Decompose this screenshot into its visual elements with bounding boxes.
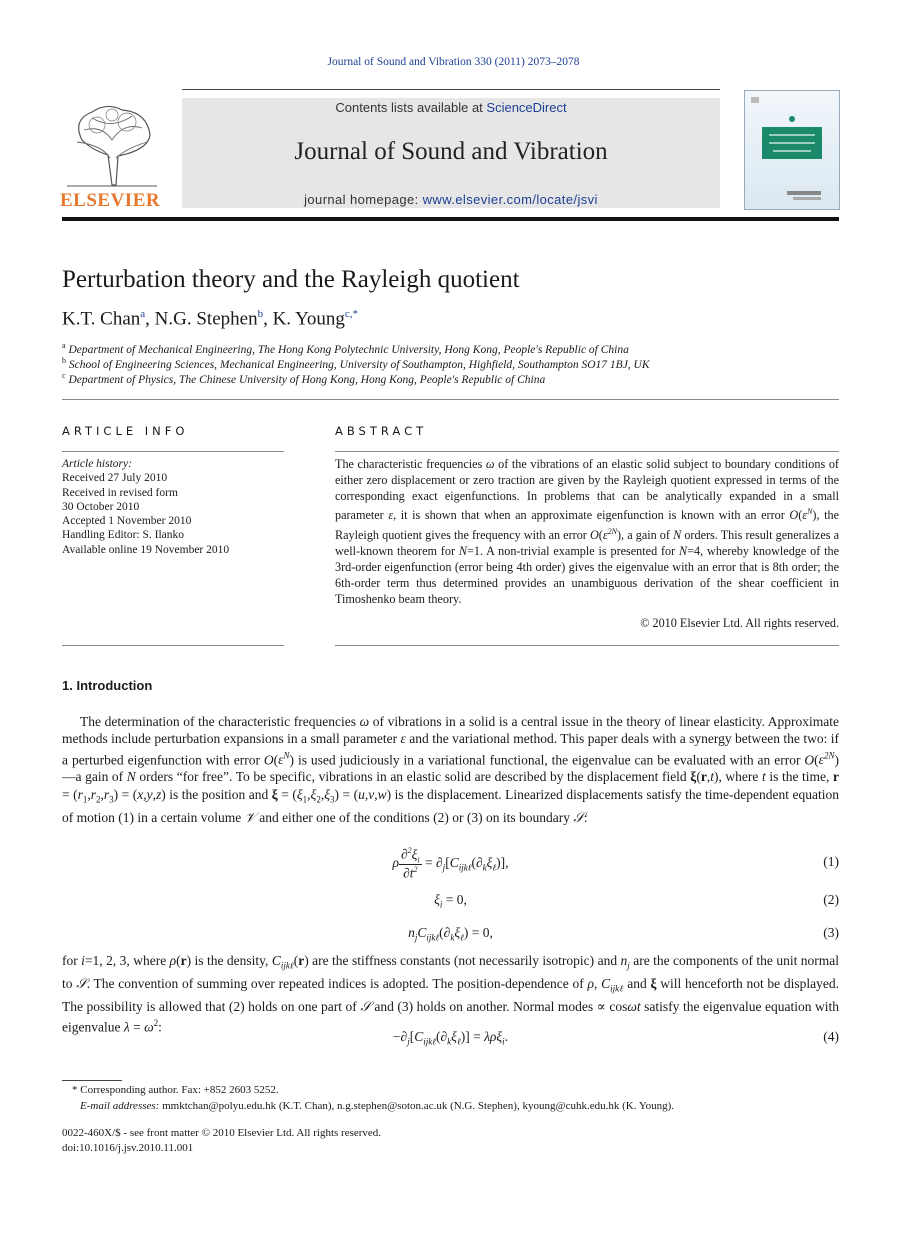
corresponding-author-note: * Corresponding author. Fax: +852 2603 5252. (72, 1084, 279, 1096)
article-info-bottom-rule (62, 645, 284, 646)
equation-number: (3) (823, 925, 839, 940)
section-title: 1. Introduction (62, 678, 153, 693)
affiliation-mark: a (62, 341, 66, 350)
cover-art (745, 91, 839, 209)
history-line: Received 27 July 2010 (62, 472, 168, 485)
abstract-text: The characteristic frequencies ω of the vibrations of an elastic solid subject to boundary conditions of either zero displacement or zero traction are given by the Rayleigh quotient expressed in terms of the corresponding exact eigenfunctions. In problems that can be analytically expanded in a small parameter ε, it is shown that when an approximate eigenfunction is known with an error $O(\varepsilon^N)$, the Rayleigh quotient gives the frequency with an error $O(\varepsilon^{2N})$, a gain of N orders. This result generalizes a well-known theorem for N=1. A non-trivial example is presented for N=4, whereby knowledge of the 3rd-order eigenfunction (error being 4th order) gives the eigenvalue with an error that is 8th order; the 6th-order term thus determined provides an unambiguous derivation of the shear coefficient in Timoshenko beam theory. (335, 457, 840, 606)
footnote-rule (62, 1080, 122, 1081)
author-mark[interactable]: a (140, 308, 146, 320)
equation-number: (2) (823, 892, 839, 907)
body-paragraph: for i=1, 2, 3, where ρ(r) is the density, $C_{ijk\ell}(r)$ are the stiffness constants (not necessarily isotropic) and $n_j$ are the components of the unit normal to 𝒮. The convention of summing over repeated indices is adopted. The position-dependence of ρ, $C_{ijk\ell}$ and ξ will henceforth not be displayed. The possibility is allowed that (2) holds on one part of 𝒮 and (3) holds on another. Normal modes ∝ cosωt satisfy the eigenvalue equation with eigenvalue $\lambda = \omega^2$: (62, 953, 840, 1035)
affiliation-text: Department of Physics, The Chinese University of Hong Kong, Hong Kong, People's Republic of China (68, 373, 546, 386)
masthead-thick-rule (62, 217, 839, 221)
elsevier-wordmark: ELSEVIER (60, 190, 161, 211)
abstract-heading: ABSTRACT (335, 424, 428, 438)
contents-line (182, 100, 720, 115)
equation-body: ρ $\frac{\partial^2\xi_i}{\partial t^2}$ = $\partial_j[C_{ijk\ell}(\partial_k\xi_\ell)]$, (392, 846, 509, 881)
author-name: N.G. Stephen (154, 308, 258, 330)
fraction: $\frac{\partial^2\xi_i}{\partial t^2}$ (400, 846, 420, 881)
affiliation-mark: c (62, 371, 66, 380)
intro-paragraph: The determination of the characteristic frequencies ω of vibrations in a solid is a central issue in the theory of linear elasticity. Approximate methods include perturbation expansions in a small parameter ε and the variational method. This paper deals with a synergy between the two: if a perturbed eigenfunction with error $O(\varepsilon^N)$ is used judiciously in a variational functional, the eigenvalue can be evaluated with an error $O(\varepsilon^{2N})—a$ gain of N orders “for free”. To be specific, vibrations in an elastic solid are described by the displacement field ξ(r,t), where t is the time, $r = (r_1,r_2,r_3) = (x,y,z)$ is the position and $\xi = (\xi_1,\xi_2,\xi_3) = (u,v,w)$ is the displacement. Linearized displacements satisfy the time-dependent equation of motion (1) in a certain volume 𝒱 and either one of the conditions (2) or (3) on its boundary 𝒮: (62, 714, 840, 825)
email-addresses[interactable]: mmktchan@polyu.edu.hk (K.T. Chan), n.g.stephen@soton.ac.uk (N.G. Stephen), kyoung@cuhk.edu.hk (K. Young). (159, 1100, 675, 1112)
history-line: Received in revised form (62, 486, 178, 499)
author-name: K.T. Chan (62, 308, 141, 330)
equation-body: $-\partial_j[C_{ijk\ell}(\partial_k\xi_\ell)] = \lambda\rho\xi_i$. (392, 1029, 509, 1047)
affiliation (62, 371, 545, 386)
author-mark[interactable]: c,* (344, 308, 359, 320)
journal-reference[interactable]: Journal of Sound and Vibration 330 (2011) 2073–2078 (327, 56, 580, 68)
equation-number: (4) (823, 1029, 839, 1044)
contents-prefix: Contents lists available at (335, 100, 487, 115)
affiliation (62, 356, 650, 371)
abstract-bottom-rule (335, 645, 839, 646)
homepage-line (182, 192, 720, 207)
history-line: Available online 19 November 2010 (62, 543, 230, 556)
homepage-link[interactable]: www.elsevier.com/locate/jsvi (422, 192, 598, 207)
affiliation-text: Department of Mechanical Engineering, The Hong Kong Polytechnic University, Hong Kong, People's Republic of China (68, 343, 629, 356)
equation (62, 846, 839, 880)
abstract-rule (335, 451, 839, 452)
affiliation-divider (62, 399, 839, 400)
author-list: K.T. Chan$^a$, N.G. Stephen$^b$, K. Young$^{c,*}$ (62, 308, 359, 330)
email-label: E-mail addresses: (80, 1100, 160, 1112)
header-top-rule (182, 89, 720, 90)
author-name: K. Young (272, 308, 345, 330)
history-line: Accepted 1 November 2010 (62, 515, 192, 528)
equation-body: $n_jC_{ijk\ell}(\partial_k\xi_\ell) = 0$, (408, 925, 493, 943)
homepage-prefix: journal homepage: (304, 192, 423, 207)
email-note (80, 1100, 674, 1112)
equation-body: $\xi_i = 0$, (434, 892, 467, 910)
author-mark[interactable]: b (257, 308, 264, 320)
doi-line[interactable]: doi:10.1016/j.jsv.2010.11.001 (62, 1142, 194, 1154)
journal-cover-thumbnail (744, 90, 840, 210)
equation (62, 892, 839, 910)
affiliation (62, 341, 629, 356)
history-label: Article history: (62, 458, 132, 470)
article-info-rule (62, 451, 284, 452)
abstract-copyright: © 2010 Elsevier Ltd. All rights reserved. (640, 616, 839, 630)
affiliation-text: School of Engineering Sciences, Mechanical Engineering, University of Southampton, Highfield, Southampton SO17 1BJ, UK (68, 358, 650, 371)
article-info-heading: ARTICLE INFO (62, 424, 189, 438)
history-line: 30 October 2010 (62, 500, 140, 513)
sciencedirect-link[interactable]: ScienceDirect (486, 100, 567, 115)
equation (62, 925, 839, 943)
affiliation-mark: b (62, 356, 66, 365)
history-line: Handling Editor: S. Ilanko (62, 529, 185, 542)
equation-number: (1) (823, 854, 839, 869)
issn-line: 0022-460X/$ - see front matter © 2010 Elsevier Ltd. All rights reserved. (62, 1127, 382, 1139)
paper-title: Perturbation theory and the Rayleigh quotient (62, 266, 520, 293)
journal-title: Journal of Sound and Vibration (294, 138, 608, 165)
equation (62, 1029, 839, 1047)
article-history (62, 457, 229, 557)
